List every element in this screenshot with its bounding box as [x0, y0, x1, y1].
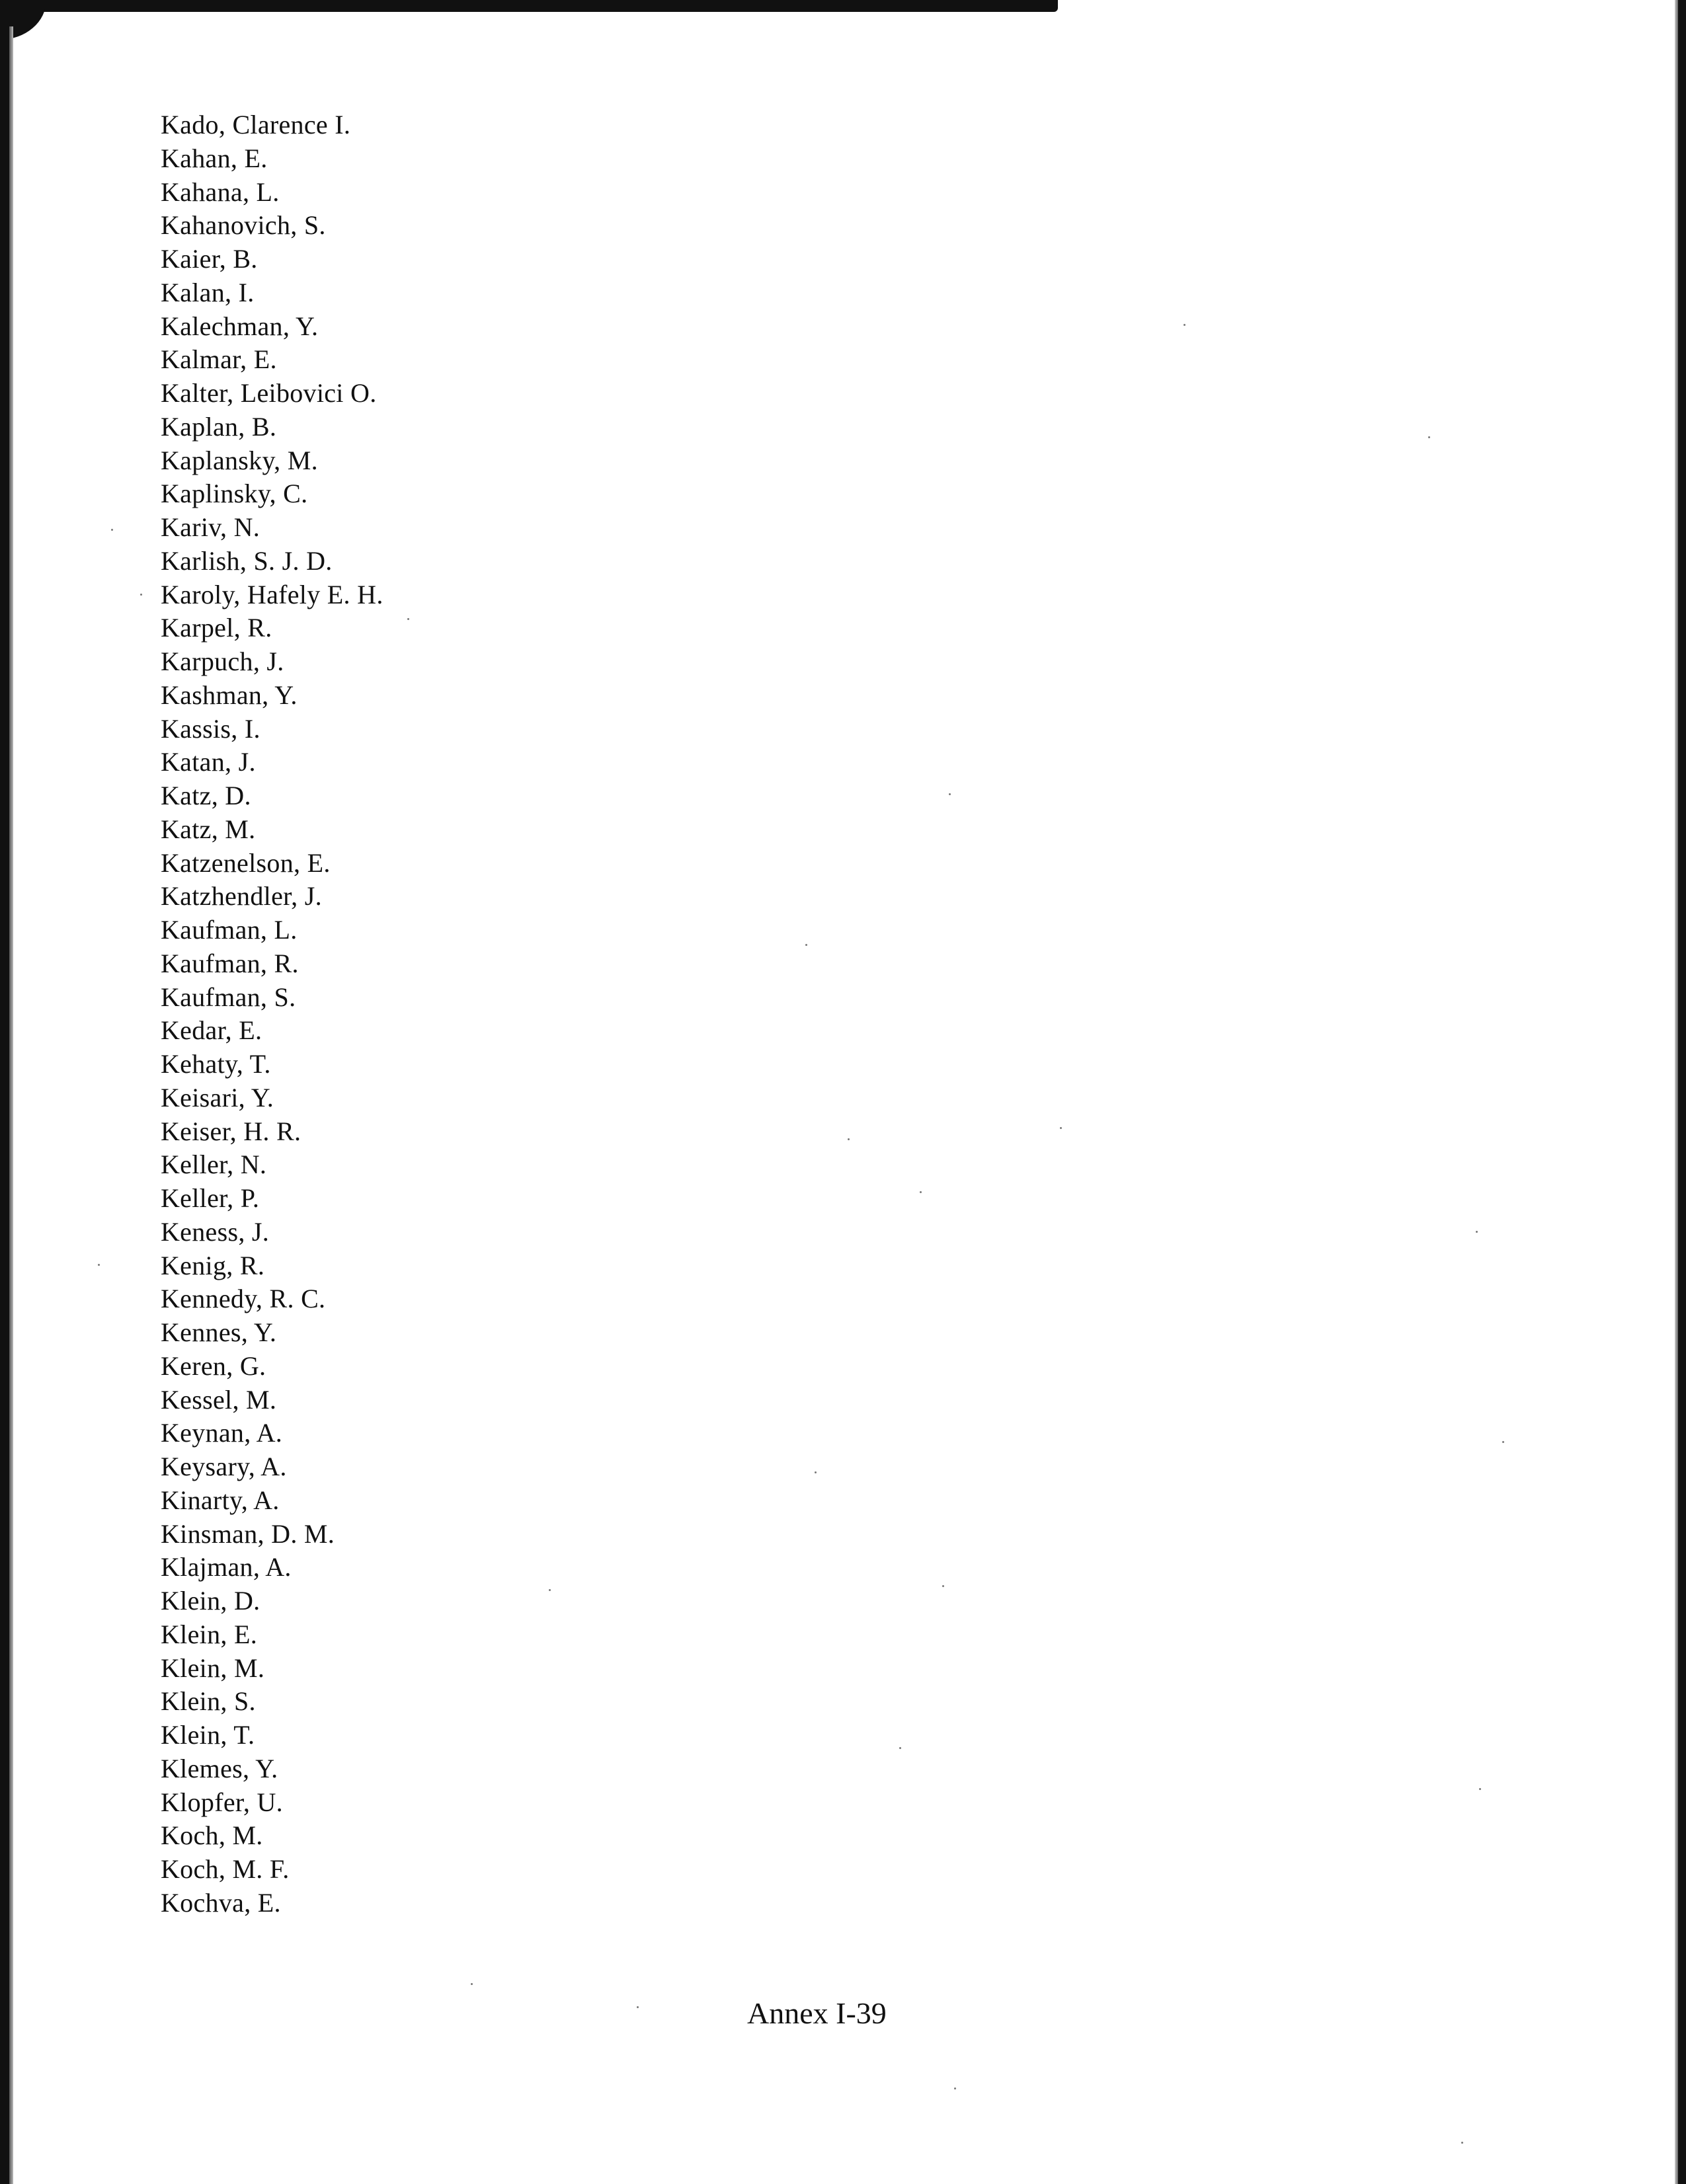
list-item: Klein, E.	[161, 1619, 258, 1649]
list-item: Kaufman, S.	[161, 982, 296, 1012]
list-item: Kaplinsky, C.	[161, 479, 308, 509]
list-item: Klemes, Y.	[161, 1753, 278, 1783]
scan-speck	[637, 2006, 639, 2008]
list-item: Kaufman, R.	[161, 948, 299, 978]
list-item: Keysary, A.	[161, 1452, 287, 1481]
list-item: Kennedy, R. C.	[161, 1284, 326, 1314]
scan-speck	[805, 944, 807, 946]
scan-edge-right	[1678, 0, 1686, 2184]
scan-speck	[111, 529, 113, 531]
list-item: Kenig, R.	[161, 1250, 265, 1280]
scan-speck	[1461, 2142, 1463, 2144]
list-item: Katan, J.	[161, 747, 256, 777]
list-item: Katz, M.	[161, 814, 256, 844]
list-item: Katz, D.	[161, 781, 251, 810]
scan-speck	[1060, 1127, 1062, 1129]
list-item: Kedar, E.	[161, 1015, 262, 1046]
list-item: Keiser, H. R.	[161, 1116, 301, 1146]
scan-speck	[1479, 1788, 1481, 1790]
list-item: Karlish, S. J. D.	[161, 545, 333, 576]
list-item: Kalechman, Y.	[161, 311, 319, 341]
scan-speck	[140, 594, 142, 596]
list-item: Kahanovich, S.	[161, 210, 326, 241]
scan-speck	[1476, 1231, 1478, 1233]
list-item: Kariv, N.	[161, 512, 261, 542]
list-item: Klein, D.	[161, 1586, 261, 1616]
list-item: Kennes, Y.	[161, 1317, 277, 1347]
list-item: Keness, J.	[161, 1216, 270, 1247]
list-item: Kassis, I.	[161, 713, 261, 744]
list-item: Keller, N.	[161, 1150, 267, 1180]
list-item: Klajman, A.	[161, 1552, 292, 1582]
list-item: Kochva, E.	[161, 1887, 281, 1918]
list-item: Klein, S.	[161, 1686, 256, 1717]
scan-edge-left	[0, 0, 9, 2184]
list-item: Keren, G.	[161, 1350, 266, 1381]
scan-speck	[98, 1264, 100, 1266]
scan-speck	[1428, 436, 1430, 438]
list-item: Katzhendler, J.	[161, 881, 322, 912]
list-item: Kahan, E.	[161, 143, 268, 173]
list-item: Karoly, Hafely E. H.	[161, 579, 383, 609]
list-item: Keynan, A.	[161, 1418, 283, 1448]
list-item: Kehaty, T.	[161, 1049, 271, 1079]
list-item: Kaplansky, M.	[161, 445, 318, 475]
list-item: Kaufman, L.	[161, 915, 298, 945]
scan-edge-left-shadow	[9, 26, 13, 2184]
scan-edge-right-shadow	[1675, 0, 1678, 2184]
list-item: Keisari, Y.	[161, 1082, 274, 1112]
list-item: Katzenelson, E.	[161, 847, 331, 878]
scan-speck	[954, 2087, 956, 2089]
scan-speck	[471, 1983, 473, 1985]
list-item: Kinsman, D. M.	[161, 1518, 335, 1549]
list-item: Kinarty, A.	[161, 1485, 280, 1515]
list-item: Klein, T.	[161, 1720, 255, 1750]
list-item: Kalter, Leibovici O.	[161, 378, 377, 408]
list-item: Kaier, B.	[161, 244, 258, 274]
list-item: Kalan, I.	[161, 277, 255, 307]
scan-speck	[549, 1589, 551, 1591]
scan-speck	[920, 1191, 922, 1193]
list-item: Kado, Clarence I.	[161, 110, 351, 139]
scan-speck	[942, 1585, 944, 1587]
scan-speck	[815, 1471, 817, 1473]
list-item: Keller, P.	[161, 1183, 260, 1213]
scan-speck	[949, 793, 951, 795]
scan-speck	[1184, 324, 1185, 326]
list-item: Koch, M. F.	[161, 1854, 290, 1884]
name-list	[161, 108, 383, 1920]
scan-speck	[848, 1138, 850, 1140]
list-item: Kashman, Y.	[161, 680, 298, 710]
page-number: Annex I-39	[747, 1996, 887, 2030]
scan-speck	[899, 1747, 901, 1749]
list-item: Kessel, M.	[161, 1384, 277, 1415]
list-item: Koch, M.	[161, 1820, 263, 1851]
list-item: Klein, M.	[161, 1653, 265, 1683]
list-item: Karpuch, J.	[161, 646, 284, 676]
scan-edge-top	[0, 0, 1058, 12]
scan-speck	[407, 618, 409, 620]
list-item: Klopfer, U.	[161, 1787, 283, 1817]
list-item: Kalmar, E.	[161, 344, 277, 375]
list-item: Karpel, R.	[161, 613, 272, 643]
scan-speck	[1502, 1441, 1504, 1443]
list-item: Kahana, L.	[161, 176, 280, 207]
list-item: Kaplan, B.	[161, 411, 277, 442]
